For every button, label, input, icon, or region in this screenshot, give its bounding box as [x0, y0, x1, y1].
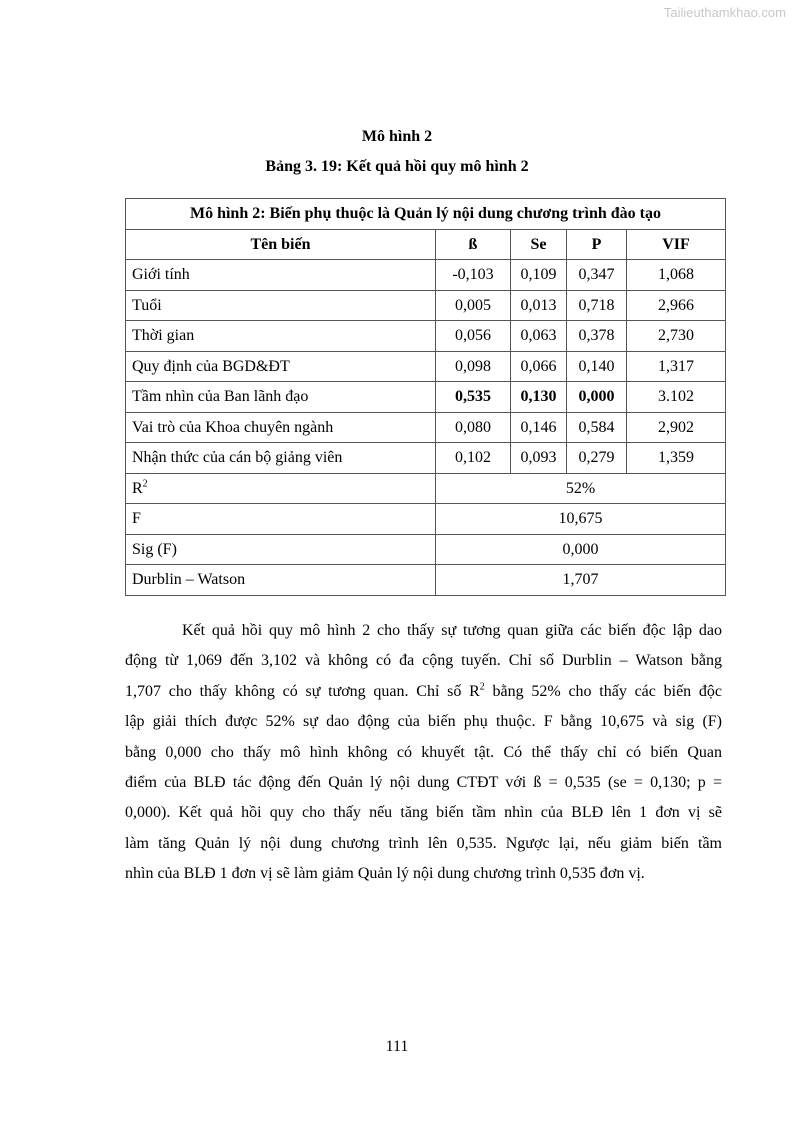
header-beta: ß	[436, 229, 511, 260]
beta-cell: 0,005	[436, 290, 511, 321]
beta-cell: -0,103	[436, 260, 511, 291]
vif-cell: 1,068	[627, 260, 726, 291]
summary-value: 10,675	[436, 504, 726, 535]
header-p: P	[567, 229, 627, 260]
p-cell: 0,718	[567, 290, 627, 321]
table-title: Mô hình 2: Biến phụ thuộc là Quản lý nội dung chương trình đào tạo	[126, 199, 726, 230]
variable-name-cell: Nhận thức của cán bộ giảng viên	[126, 443, 436, 474]
page-number: 111	[385, 1038, 409, 1055]
paragraph-line: nhìn của BLĐ 1 đơn vị sẽ làm giảm Quản lý nội dung chương trình 0,535 đơn vị.	[125, 865, 645, 883]
superscript: 2	[142, 478, 148, 490]
table-row	[126, 260, 726, 291]
summary-value: 52%	[436, 473, 726, 504]
p-cell: 0,584	[567, 412, 627, 443]
table-row	[126, 321, 726, 352]
se-cell: 0,146	[511, 412, 567, 443]
se-cell: 0,130	[511, 382, 567, 413]
paragraph-line: làm tăng Quản lý nội dung chương trình lên 0,535. Ngược lại, nếu giảm biến tầm	[125, 834, 722, 852]
paragraph-line: bằng 0,000 cho thấy mô hình không có khuyết tật. Có thể thấy chỉ có biến Quan	[125, 743, 722, 761]
se-cell: 0,063	[511, 321, 567, 352]
line-segment: bằng 52% cho thấy các biến độc	[484, 682, 723, 700]
se-cell: 0,093	[511, 443, 567, 474]
variable-name-cell: Thời gian	[126, 321, 436, 352]
beta-cell: 0,535	[436, 382, 511, 413]
summary-label	[126, 504, 436, 535]
summary-value: 0,000	[436, 534, 726, 565]
table-row	[126, 290, 726, 321]
summary-row	[126, 504, 726, 535]
summary-label-text: F	[132, 510, 141, 528]
summary-row	[126, 534, 726, 565]
vif-cell: 2,902	[627, 412, 726, 443]
section-heading: Mô hình 2	[361, 128, 433, 145]
vif-cell: 2,966	[627, 290, 726, 321]
p-cell: 0,140	[567, 351, 627, 382]
table-header-row	[126, 229, 726, 260]
p-cell: 0,347	[567, 260, 627, 291]
variable-name-cell: Quy định của BGD&ĐT	[126, 351, 436, 382]
summary-label	[126, 473, 436, 504]
summary-label-text: Durblin – Watson	[132, 571, 246, 589]
paragraph-line: lập giải thích được 52% sự dao động của biến phụ thuộc. F bằng 10,675 và sig (F)	[125, 713, 722, 731]
header-vif: VIF	[627, 229, 726, 260]
table-row	[126, 351, 726, 382]
beta-cell: 0,098	[436, 351, 511, 382]
paragraph-line: Kết quả hồi quy mô hình 2 cho thấy sự tương quan giữa các biến độc lập dao	[182, 622, 722, 639]
p-cell: 0,279	[567, 443, 627, 474]
se-cell: 0,109	[511, 260, 567, 291]
variable-name-cell: Tầm nhìn của Ban lãnh đạo	[126, 382, 436, 413]
beta-cell: 0,056	[436, 321, 511, 352]
summary-row	[126, 565, 726, 596]
table-title-row	[126, 199, 726, 230]
p-cell: 0,000	[567, 382, 627, 413]
superscript: 2	[479, 681, 485, 693]
summary-row	[126, 473, 726, 504]
table-row	[126, 412, 726, 443]
vif-cell: 1,359	[627, 443, 726, 474]
variable-name-cell: Vai trò của Khoa chuyên ngành	[126, 412, 436, 443]
summary-label	[126, 534, 436, 565]
table-row	[126, 443, 726, 474]
vif-cell: 1,317	[627, 351, 726, 382]
paragraph-line: 0,000). Kết quả hồi quy cho thấy nếu tăng biến tầm nhìn của BLĐ lên 1 đơn vị sẽ	[125, 804, 722, 822]
variable-name-cell: Tuổi	[126, 290, 436, 321]
table-row	[126, 382, 726, 413]
watermark: Tailieuthamkhao.com	[663, 5, 786, 20]
se-cell: 0,013	[511, 290, 567, 321]
beta-cell: 0,080	[436, 412, 511, 443]
summary-label	[126, 565, 436, 596]
line-segment: 1,707 cho thấy không có sự tương quan. Chỉ số R	[125, 682, 480, 700]
table-caption: Bảng 3. 19: Kết quả hồi quy mô hình 2	[265, 158, 529, 175]
p-cell: 0,378	[567, 321, 627, 352]
summary-value: 1,707	[436, 565, 726, 596]
paragraph-line: điểm của BLĐ tác động đến Quản lý nội dung CTĐT với ß = 0,535 (se = 0,130; p =	[125, 773, 722, 791]
vif-cell: 2,730	[627, 321, 726, 352]
body-paragraph	[125, 616, 722, 890]
regression-table	[125, 198, 726, 596]
summary-label-text: Sig (F)	[132, 540, 177, 558]
header-se: Se	[511, 229, 567, 260]
variable-name-cell: Giới tính	[126, 260, 436, 291]
summary-label-text: R	[132, 479, 143, 497]
header-variable: Tên biến	[126, 229, 436, 260]
se-cell: 0,066	[511, 351, 567, 382]
beta-cell: 0,102	[436, 443, 511, 474]
vif-cell: 3.102	[627, 382, 726, 413]
paragraph-line: động từ 1,069 đến 3,102 và không có đa cộng tuyến. Chỉ số Durblin – Watson bằng	[125, 652, 722, 670]
paragraph-line	[125, 677, 722, 707]
